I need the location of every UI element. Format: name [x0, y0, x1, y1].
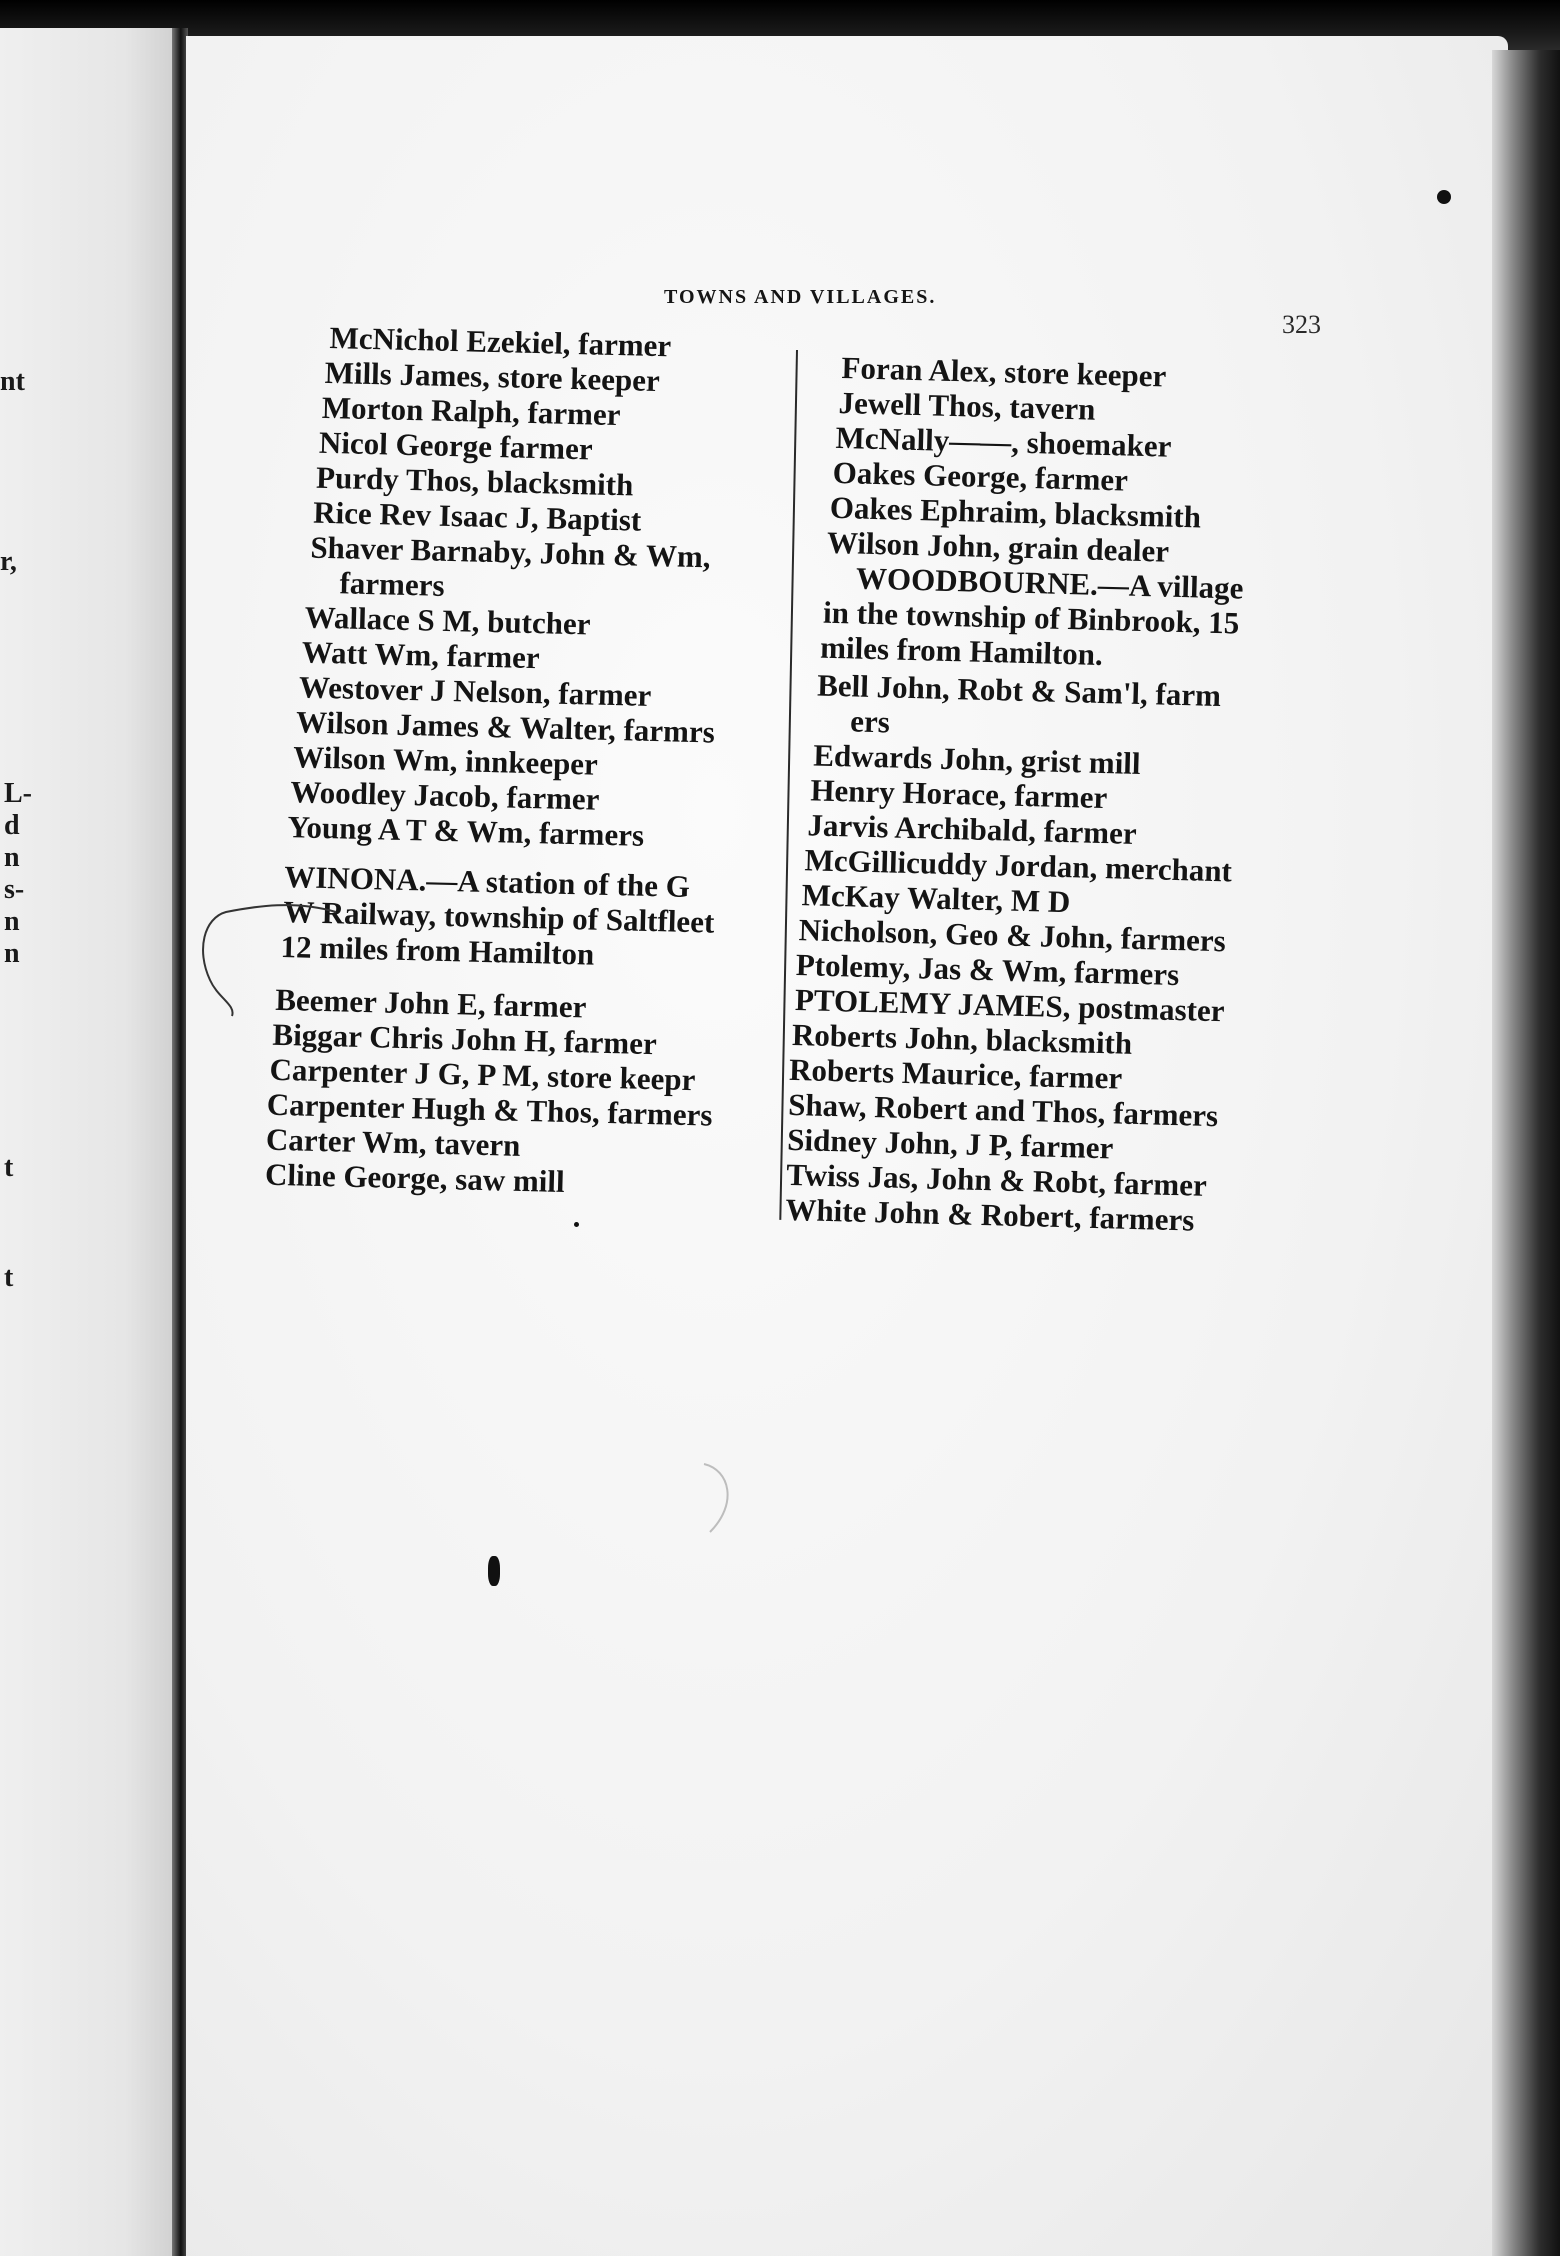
- directory-entry: Young A T & Wm, farmers: [287, 809, 645, 853]
- directory-entry: Mills James, store keeper: [324, 354, 661, 399]
- directory-entry: Woodley Jacob, farmer: [290, 774, 600, 817]
- directory-entry: Nicholson, Geo & John, farmers: [798, 912, 1227, 959]
- directory-entry: Beemer John E, farmer: [274, 981, 587, 1025]
- handwritten-margin-mark: [196, 900, 346, 1020]
- facing-page-fragment: r,: [0, 546, 17, 577]
- directory-entry: Wilson James & Walter, farmrs: [295, 704, 716, 750]
- directory-entry: Sidney John, J P, farmer: [786, 1121, 1114, 1166]
- directory-entry: White John & Robert, farmers: [785, 1191, 1195, 1238]
- directory-entry: W Railway, township of Saltfleet: [283, 894, 715, 940]
- directory-entry: 12 miles from Hamilton: [280, 928, 595, 972]
- directory-entry: McGillicuddy Jordan, merchant: [804, 842, 1233, 889]
- directory-entry: Oakes George, farmer: [832, 454, 1129, 498]
- directory-entry: Roberts Maurice, farmer: [788, 1051, 1123, 1096]
- directory-entry: Wilson John, grain dealer: [826, 524, 1170, 569]
- directory-entry: miles from Hamilton.: [819, 629, 1104, 672]
- facing-page-fragment: t: [4, 1152, 14, 1183]
- ink-speck: [1437, 190, 1451, 204]
- facing-page-fragment: t: [4, 1262, 14, 1293]
- section-heading-woodbourne: WOODBOURNE.—A village: [855, 560, 1244, 606]
- directory-entry: Cline George, saw mill: [264, 1156, 566, 1199]
- facing-page-edge: [0, 28, 178, 2256]
- directory-entry: Rice Rev Isaac J, Baptist: [312, 494, 642, 538]
- running-header: TOWNS AND VILLAGES.: [664, 286, 937, 308]
- section-heading-winona: WINONA.—A station of the G: [283, 859, 691, 904]
- facing-page-fragment: L-: [4, 778, 32, 809]
- directory-entry: Shaver Barnaby, John & Wm,: [310, 529, 711, 575]
- facing-page-fragment: n: [4, 842, 20, 873]
- ink-speck: [574, 1222, 579, 1227]
- directory-entry: Wilson Wm, innkeeper: [292, 739, 599, 782]
- ink-blot: [488, 1556, 500, 1586]
- facing-page-fragment: d: [4, 810, 20, 841]
- directory-entry: Carter Wm, tavern: [265, 1121, 521, 1163]
- directory-entry: Henry Horace, farmer: [810, 772, 1108, 816]
- directory-entry: Foran Alex, store keeper: [841, 350, 1167, 394]
- directory-entry: McNally——, shoemaker: [835, 419, 1172, 464]
- page-right-edge: [1492, 50, 1560, 2256]
- directory-entry: Biggar Chris John H, farmer: [272, 1016, 658, 1062]
- directory-entry: Carpenter J G, P M, store keepr: [269, 1051, 696, 1098]
- directory-entry: Jewell Thos, tavern: [838, 384, 1096, 427]
- directory-entry: Morton Ralph, farmer: [321, 389, 621, 433]
- directory-entry: Ptolemy, Jas & Wm, farmers: [795, 947, 1180, 993]
- directory-entry: McNichol Ezekiel, farmer: [329, 320, 672, 364]
- directory-entry: ers: [849, 703, 891, 740]
- directory-entry: Purdy Thos, blacksmith: [315, 459, 634, 503]
- directory-entry: Watt Wm, farmer: [301, 634, 541, 676]
- facing-page-fragment: nt: [0, 366, 25, 397]
- facing-page-fragment: n: [4, 938, 20, 969]
- directory-entry: farmers: [339, 565, 445, 603]
- directory-entry: PTOLEMY JAMES, postmaster: [794, 982, 1225, 1029]
- directory-entry: Bell John, Robt & Sam'l, farm: [816, 667, 1222, 714]
- directory-entry: Shaw, Robert and Thos, farmers: [787, 1086, 1219, 1134]
- directory-entry: in the township of Binbrook, 15: [822, 594, 1240, 641]
- directory-entry: Roberts John, blacksmith: [791, 1016, 1133, 1061]
- facing-page-fragment: n: [4, 906, 20, 937]
- directory-entry: Wallace S M, butcher: [304, 599, 591, 642]
- pencil-mark: [700, 1460, 740, 1540]
- directory-entry: McKay Walter, M D: [801, 877, 1071, 920]
- directory-entry: Jarvis Archibald, farmer: [807, 807, 1138, 851]
- directory-entry: Nicol George farmer: [318, 424, 594, 467]
- directory-entry: Carpenter Hugh & Thos, farmers: [266, 1086, 713, 1133]
- page-number: 323: [1282, 310, 1321, 339]
- directory-entry: Westover J Nelson, farmer: [298, 669, 652, 713]
- directory-entry: Oakes Ephraim, blacksmith: [829, 489, 1202, 535]
- directory-entry: Edwards John, grist mill: [812, 737, 1142, 782]
- directory-entry: Twiss Jas, John & Robt, farmer: [785, 1156, 1208, 1203]
- facing-page-fragment: s-: [4, 874, 25, 905]
